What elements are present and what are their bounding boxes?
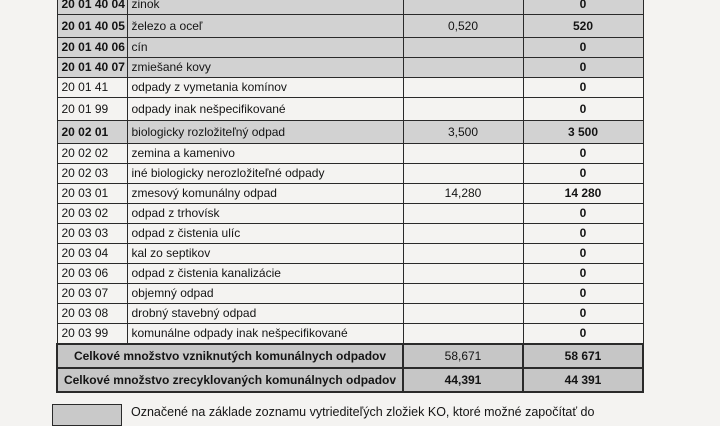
table-row: [57, 224, 643, 244]
table-row: [57, 58, 643, 78]
waste-code: 20 01 40 06: [57, 38, 127, 58]
total-cell: 0: [523, 58, 643, 78]
summary-total: 44 391: [523, 368, 643, 392]
waste-code: 20 03 08: [57, 304, 127, 324]
waste-code: 20 03 03: [57, 224, 127, 244]
table-row: [57, 98, 643, 121]
quantity-cell: [403, 144, 523, 164]
summary-label: Celkové množstvo vzniknutých komunálnych odpadov: [57, 344, 403, 368]
table-row: [57, 121, 643, 144]
summary-row: [57, 368, 643, 392]
waste-code: 20 02 02: [57, 144, 127, 164]
waste-name: drobný stavebný odpad: [127, 304, 403, 324]
quantity-cell: 3,500: [403, 121, 523, 144]
quantity-cell: [403, 164, 523, 184]
quantity-cell: [403, 204, 523, 224]
quantity-cell: [403, 244, 523, 264]
total-cell: 14 280: [523, 184, 643, 204]
table-row: [57, 78, 643, 98]
table-row: [57, 204, 643, 224]
waste-name: zmiešané kovy: [127, 58, 403, 78]
waste-code: 20 03 99: [57, 324, 127, 345]
quantity-cell: [403, 224, 523, 244]
total-cell: 0: [523, 324, 643, 345]
summary-quantity: 44,391: [403, 368, 523, 392]
waste-name: komunálne odpady inak nešpecifikované: [127, 324, 403, 345]
total-cell: 0: [523, 164, 643, 184]
table-body: [57, 0, 643, 392]
waste-name: odpad z čistenia ulíc: [127, 224, 403, 244]
table-row: [57, 164, 643, 184]
quantity-cell: [403, 38, 523, 58]
table-row: [57, 284, 643, 304]
waste-name: zinok: [127, 0, 403, 15]
waste-name: kal zo septikov: [127, 244, 403, 264]
table-row: [57, 38, 643, 58]
table-row: [57, 15, 643, 38]
waste-code: 20 01 40 04: [57, 0, 127, 15]
waste-name: železo a oceľ: [127, 15, 403, 38]
waste-name: zmesový komunálny odpad: [127, 184, 403, 204]
summary-label: Celkové množstvo zrecyklovaných komunálnych odpadov: [57, 368, 403, 392]
total-cell: 3 500: [523, 121, 643, 144]
total-cell: 0: [523, 144, 643, 164]
waste-name: odpady z vymetania komínov: [127, 78, 403, 98]
table-row: [57, 324, 643, 345]
quantity-cell: [403, 58, 523, 78]
total-cell: 0: [523, 78, 643, 98]
quantity-cell: 0,520: [403, 15, 523, 38]
quantity-cell: [403, 284, 523, 304]
quantity-cell: [403, 324, 523, 345]
summary-row: [57, 344, 643, 368]
total-cell: 0: [523, 304, 643, 324]
waste-name: odpady inak nešpecifikované: [127, 98, 403, 121]
table-row: [57, 184, 643, 204]
total-cell: 0: [523, 284, 643, 304]
waste-name: zemina a kamenivo: [127, 144, 403, 164]
quantity-cell: 14,280: [403, 184, 523, 204]
waste-code: 20 01 99: [57, 98, 127, 121]
waste-code: 20 02 01: [57, 121, 127, 144]
quantity-cell: [403, 0, 523, 15]
total-cell: 0: [523, 38, 643, 58]
waste-name: odpad z čistenia kanalizácie: [127, 264, 403, 284]
waste-code: 20 03 02: [57, 204, 127, 224]
summary-quantity: 58,671: [403, 344, 523, 368]
legend-text: Označené na základe zoznamu vytriediteľých zložiek KO, ktoré možné započítať do: [131, 405, 595, 419]
total-cell: 0: [523, 224, 643, 244]
total-cell: 520: [523, 15, 643, 38]
waste-code: 20 03 04: [57, 244, 127, 264]
total-cell: 0: [523, 204, 643, 224]
table-row: [57, 244, 643, 264]
waste-code: 20 01 41: [57, 78, 127, 98]
legend-swatch: [52, 404, 122, 426]
total-cell: 0: [523, 98, 643, 121]
total-cell: 0: [523, 244, 643, 264]
waste-code: 20 03 06: [57, 264, 127, 284]
waste-name: objemný odpad: [127, 284, 403, 304]
summary-total: 58 671: [523, 344, 643, 368]
waste-name: iné biologicky nerozložiteľné odpady: [127, 164, 403, 184]
waste-name: cín: [127, 38, 403, 58]
quantity-cell: [403, 264, 523, 284]
waste-table: [56, 0, 644, 393]
table-row: [57, 144, 643, 164]
table-row: [57, 264, 643, 284]
table-row: [57, 304, 643, 324]
total-cell: 0: [523, 0, 643, 15]
waste-code: 20 03 07: [57, 284, 127, 304]
waste-code: 20 01 40 05: [57, 15, 127, 38]
waste-code: 20 01 40 07: [57, 58, 127, 78]
waste-name: biologicky rozložiteľný odpad: [127, 121, 403, 144]
total-cell: 0: [523, 264, 643, 284]
table-row-partial: [57, 0, 643, 15]
waste-code: 20 03 01: [57, 184, 127, 204]
waste-code: 20 02 03: [57, 164, 127, 184]
quantity-cell: [403, 304, 523, 324]
quantity-cell: [403, 78, 523, 98]
waste-name: odpad z trhovísk: [127, 204, 403, 224]
quantity-cell: [403, 98, 523, 121]
